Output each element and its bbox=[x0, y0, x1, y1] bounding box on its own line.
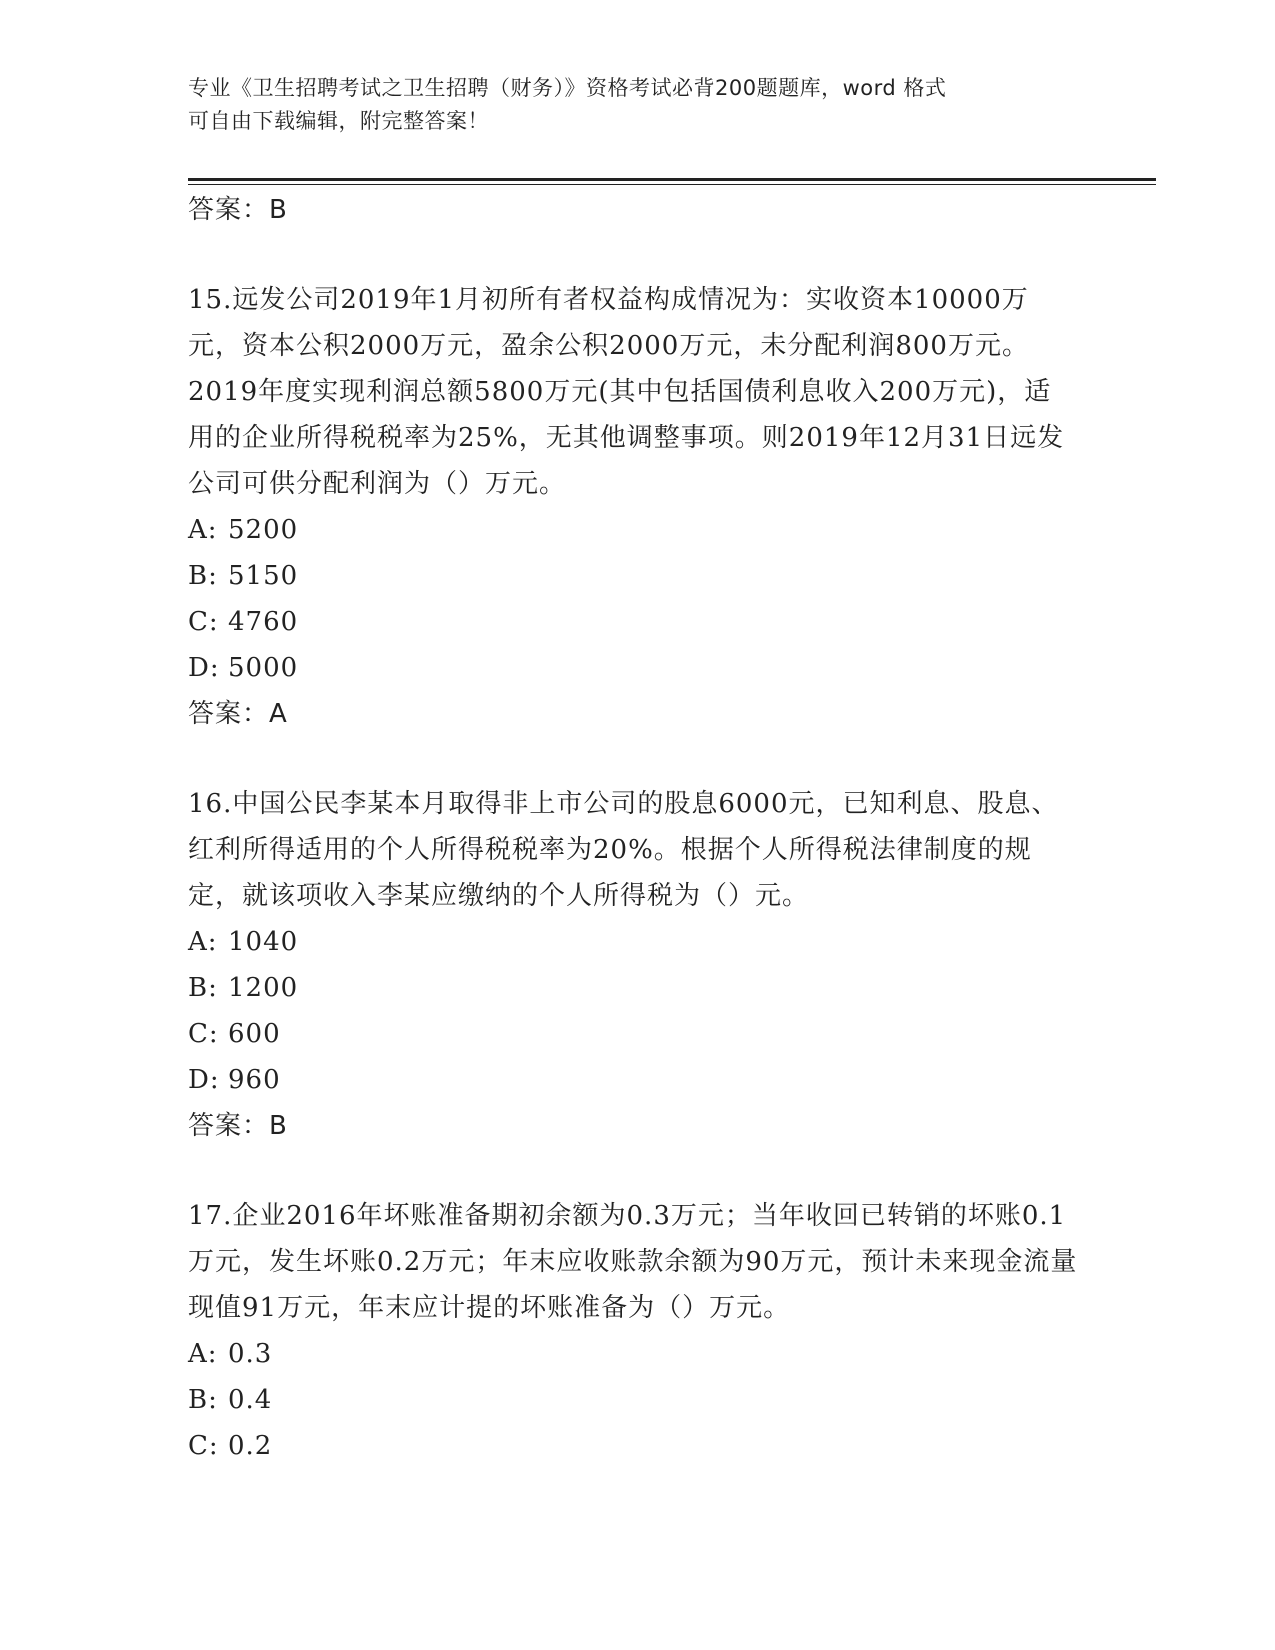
option-b bbox=[188, 553, 1078, 599]
page-header bbox=[188, 72, 1088, 138]
option-value: 0.4 bbox=[228, 1385, 273, 1415]
option-value: 600 bbox=[228, 1019, 281, 1049]
header-line-1: 专业《卫生招聘考试之卫生招聘（财务）》资格考试必背200题题库，word 格式 bbox=[188, 76, 947, 100]
question-stem: 16.中国公民李某本月取得非上市公司的股息6000元，已知利息、股息、红利所得适用的个人所得税税率为20%。根据个人所得税法律制度的规定，就该项收入李某应缴纳的个人所得税为（）元。 bbox=[188, 789, 1059, 911]
question-17 bbox=[188, 1193, 1078, 1469]
option-key: A: bbox=[188, 515, 218, 545]
option-c bbox=[188, 599, 1078, 645]
option-b bbox=[188, 1377, 1078, 1423]
option-key: D: bbox=[188, 1065, 220, 1095]
option-value: 5200 bbox=[228, 515, 299, 545]
option-value: 960 bbox=[228, 1065, 281, 1095]
option-key: B: bbox=[188, 561, 218, 591]
option-a bbox=[188, 919, 1078, 965]
option-value: 1040 bbox=[228, 927, 299, 957]
header-rule-thick bbox=[188, 178, 1156, 181]
question-16 bbox=[188, 781, 1078, 1149]
answer-label: 答案：B bbox=[188, 1111, 288, 1141]
question-15 bbox=[188, 277, 1078, 737]
option-key: C: bbox=[188, 607, 219, 637]
option-value: 0.3 bbox=[228, 1339, 273, 1369]
option-c bbox=[188, 1423, 1078, 1469]
option-key: C: bbox=[188, 1019, 219, 1049]
option-key: B: bbox=[188, 973, 218, 1003]
question-stem: 17.企业2016年坏账准备期初余额为0.3万元；当年收回已转销的坏账0.1万元，发生坏账0.2万元；年末应收账款余额为90万元，预计未来现金流量现值91万元，年末应计提的坏账准备为（）万元。 bbox=[188, 1201, 1078, 1323]
option-c bbox=[188, 1011, 1078, 1057]
option-value: 1200 bbox=[228, 973, 299, 1003]
option-key: C: bbox=[188, 1431, 219, 1461]
option-key: A: bbox=[188, 927, 218, 957]
option-a bbox=[188, 507, 1078, 553]
header-rule-thin bbox=[188, 184, 1156, 185]
option-key: B: bbox=[188, 1385, 218, 1415]
document-body bbox=[188, 187, 1078, 1469]
option-value: 4760 bbox=[228, 607, 299, 637]
option-key: A: bbox=[188, 1339, 218, 1369]
answer-label: 答案：B bbox=[188, 195, 288, 225]
option-value: 5000 bbox=[228, 653, 299, 683]
option-d bbox=[188, 645, 1078, 691]
option-value: 5150 bbox=[228, 561, 299, 591]
question-stem: 15.远发公司2019年1月初所有者权益构成情况为：实收资本10000万元，资本公积2000万元，盈余公积2000万元，未分配利润800万元。2019年度实现利润总额5800万元(其中包括国债利息收入200万元)，适用的企业所得税税率为25%，无其他调整事项。则2019年12月31日远发公司可供分配利润为（）万元。 bbox=[188, 285, 1065, 499]
option-key: D: bbox=[188, 653, 220, 683]
option-value: 0.2 bbox=[228, 1431, 273, 1461]
option-d bbox=[188, 1057, 1078, 1103]
option-a bbox=[188, 1331, 1078, 1377]
answer-label: 答案：A bbox=[188, 699, 288, 729]
header-line-2: 可自由下载编辑，附完整答案！ bbox=[188, 109, 489, 133]
option-b bbox=[188, 965, 1078, 1011]
